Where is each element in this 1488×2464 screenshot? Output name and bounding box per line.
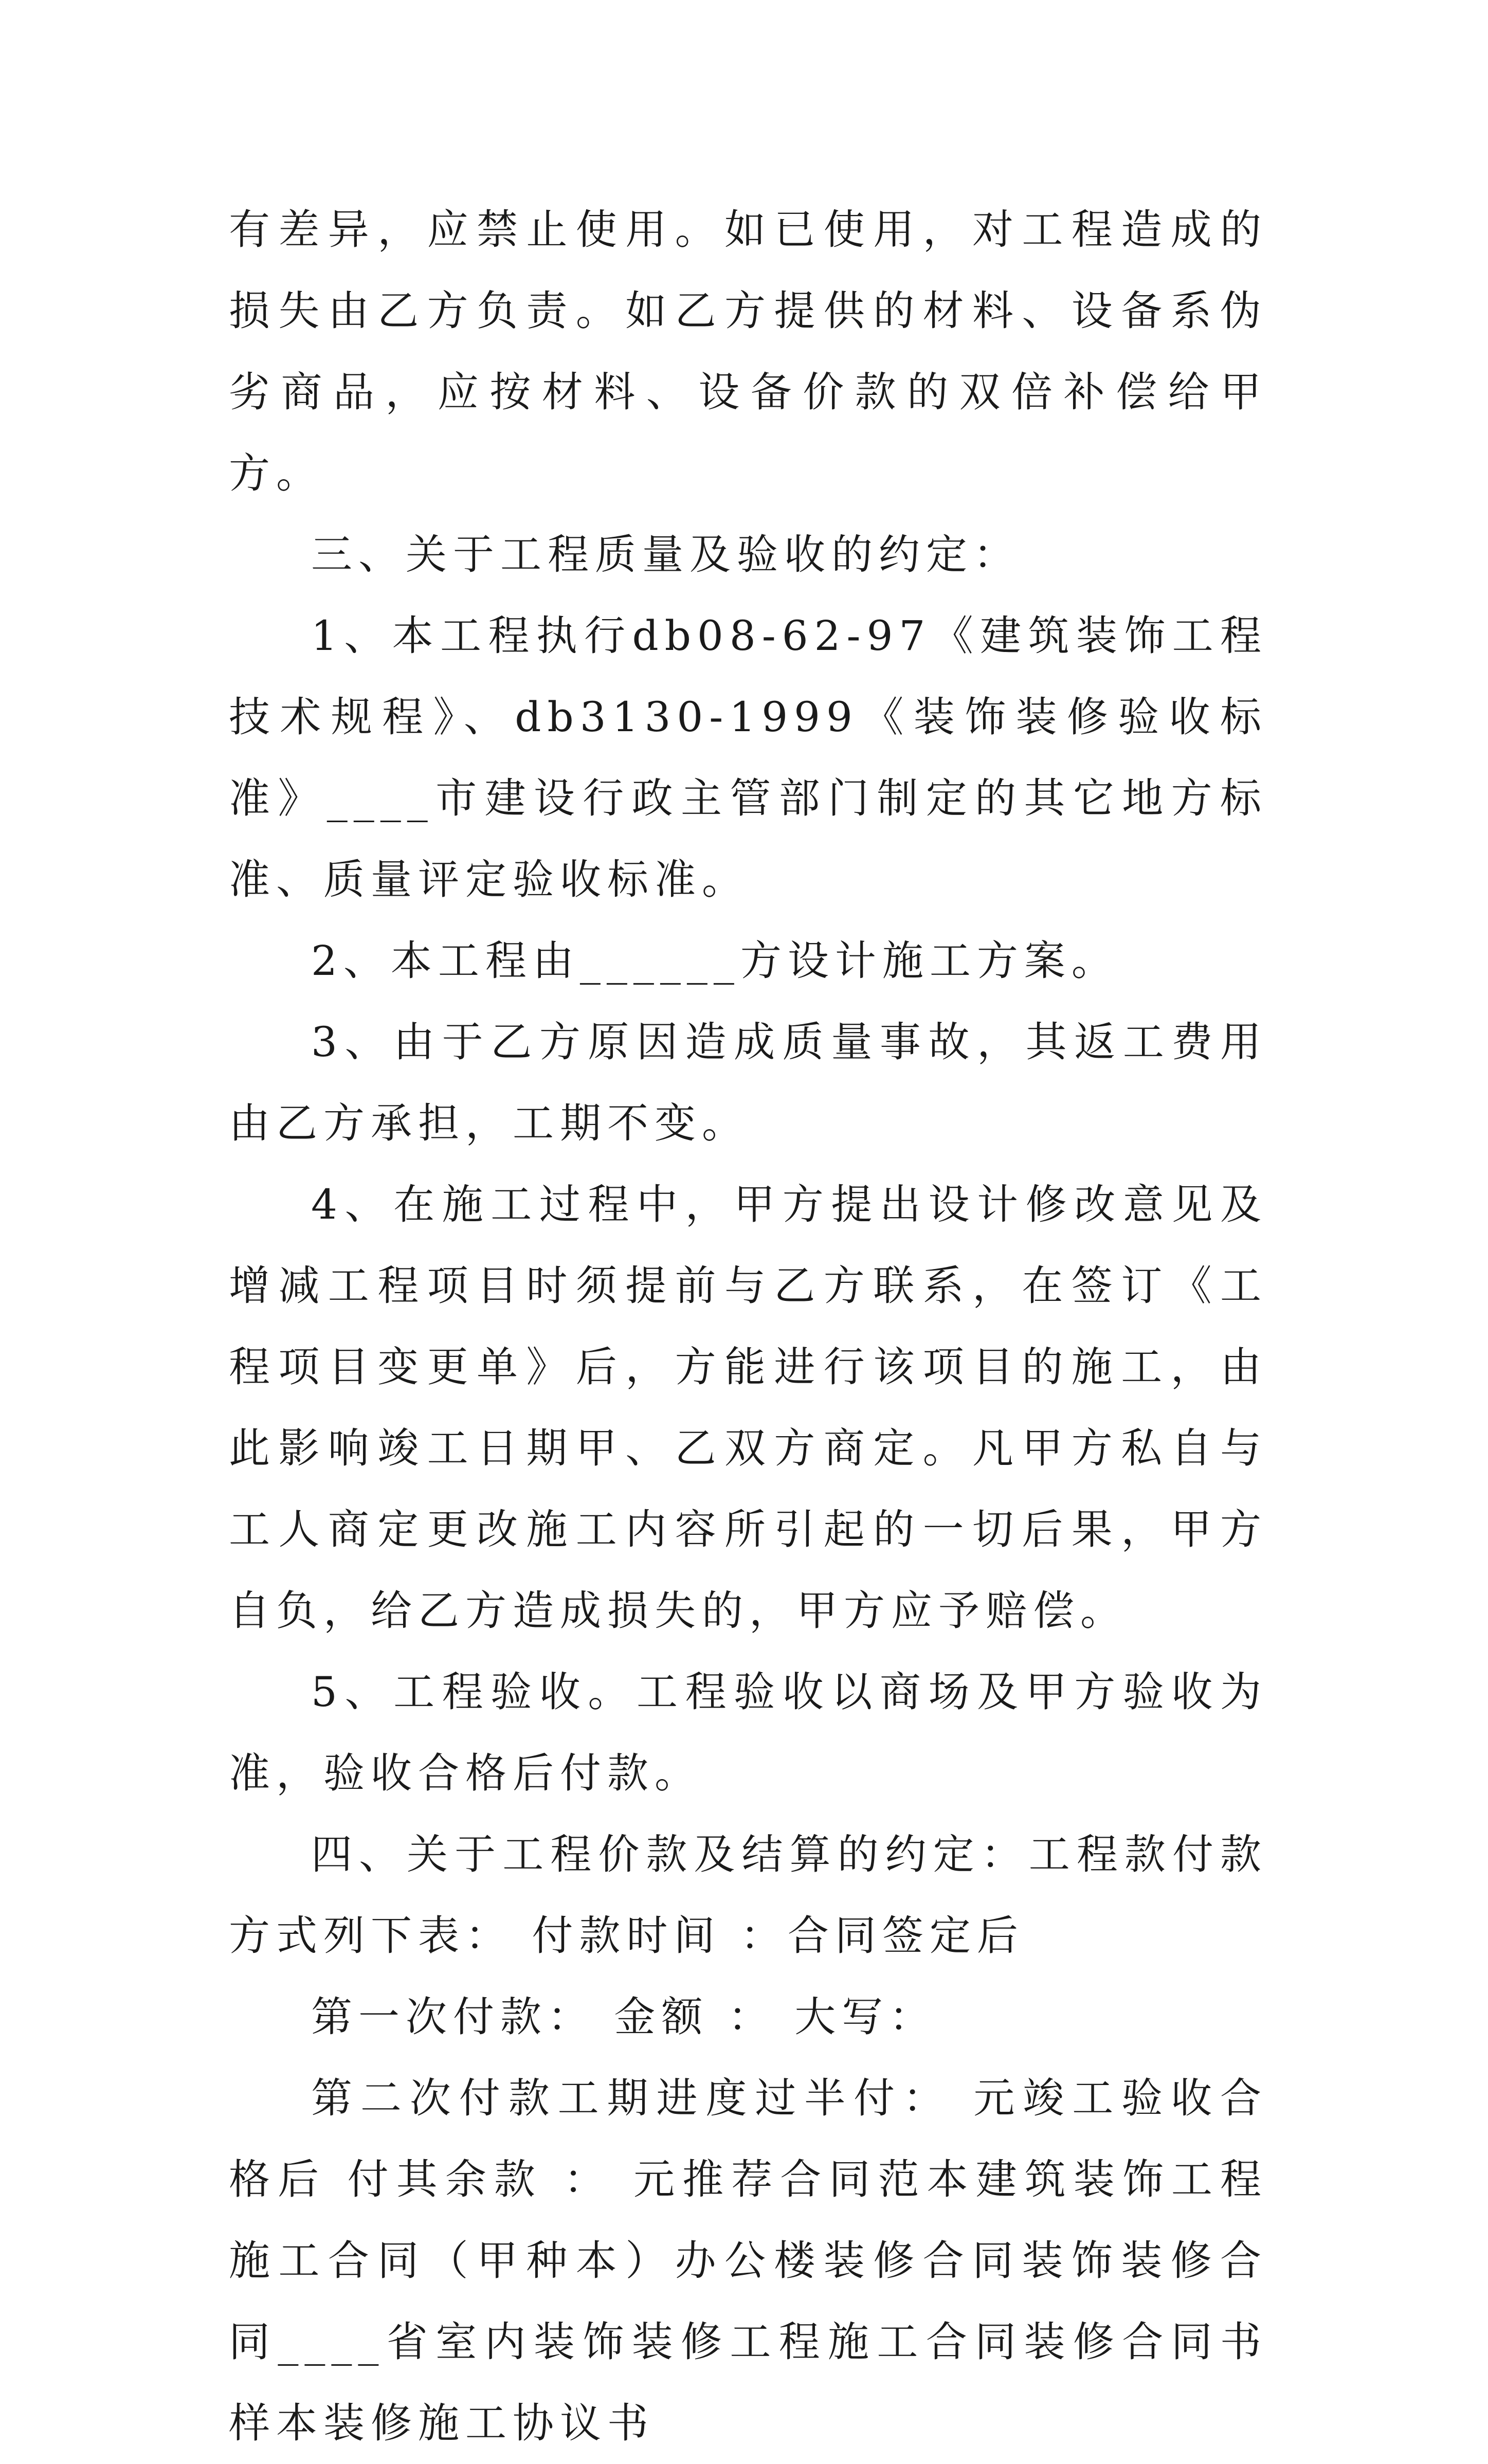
clause-4-design-changes: 4、在施工过程中，甲方提出设计修改意见及增减工程项目时须提前与乙方联系，在签订《工程项目变更单》后，方能进行该项目的施工，由此影响竣工日期甲、乙双方商定。凡甲方私自与工人商定更改施工内容所引起的一切后果，甲方自负，给乙方造成损失的，甲方应予赔偿。 bbox=[229, 1181, 1267, 1635]
clause-1-standards: 1、本工程执行db08-62-97《建筑装饰工程技术规程》、db3130-1999《装饰装修验收标准》____市建设行政主管部门制定的其它地方标准、质量评定验收标准。 bbox=[229, 612, 1267, 903]
clause-2-design: 2、本工程由______方设计施工方案。 bbox=[311, 937, 1119, 985]
clause-3-quality-accident: 3、由于乙方原因造成质量事故，其返工费用由乙方承担，工期不变。 bbox=[229, 1018, 1267, 1147]
first-payment-line: 第一次付款： 金额 ： 大写： bbox=[311, 1993, 937, 2041]
second-payment-line: 第二次付款工期进度过半付： 元竣工验收合格后 付其余款 ： 元推荐合同范本建筑装饰工程施工合同（甲种本）办公楼装修合同装饰装修合同____省室内装饰装修工程施工合同装修合同书样本装修施工协议书 bbox=[229, 2074, 1267, 2447]
section-heading-payment: 四、关于工程价款及结算的约定：工程款付款方式列下表： 付款时间 ：合同签定后 bbox=[229, 1831, 1267, 1960]
clause-5-acceptance: 5、工程验收。工程验收以商场及甲方验收为准，验收合格后付款。 bbox=[229, 1668, 1267, 1797]
document-body bbox=[229, 189, 1267, 2464]
paragraph-material-liability: 有差异，应禁止使用。如已使用，对工程造成的损失由乙方负责。如乙方提供的材料、设备系伪劣商品，应按材料、设备价款的双倍补偿给甲方。 bbox=[229, 206, 1267, 497]
section-heading-quality-acceptance: 三、关于工程质量及验收的约定： bbox=[311, 531, 1021, 578]
